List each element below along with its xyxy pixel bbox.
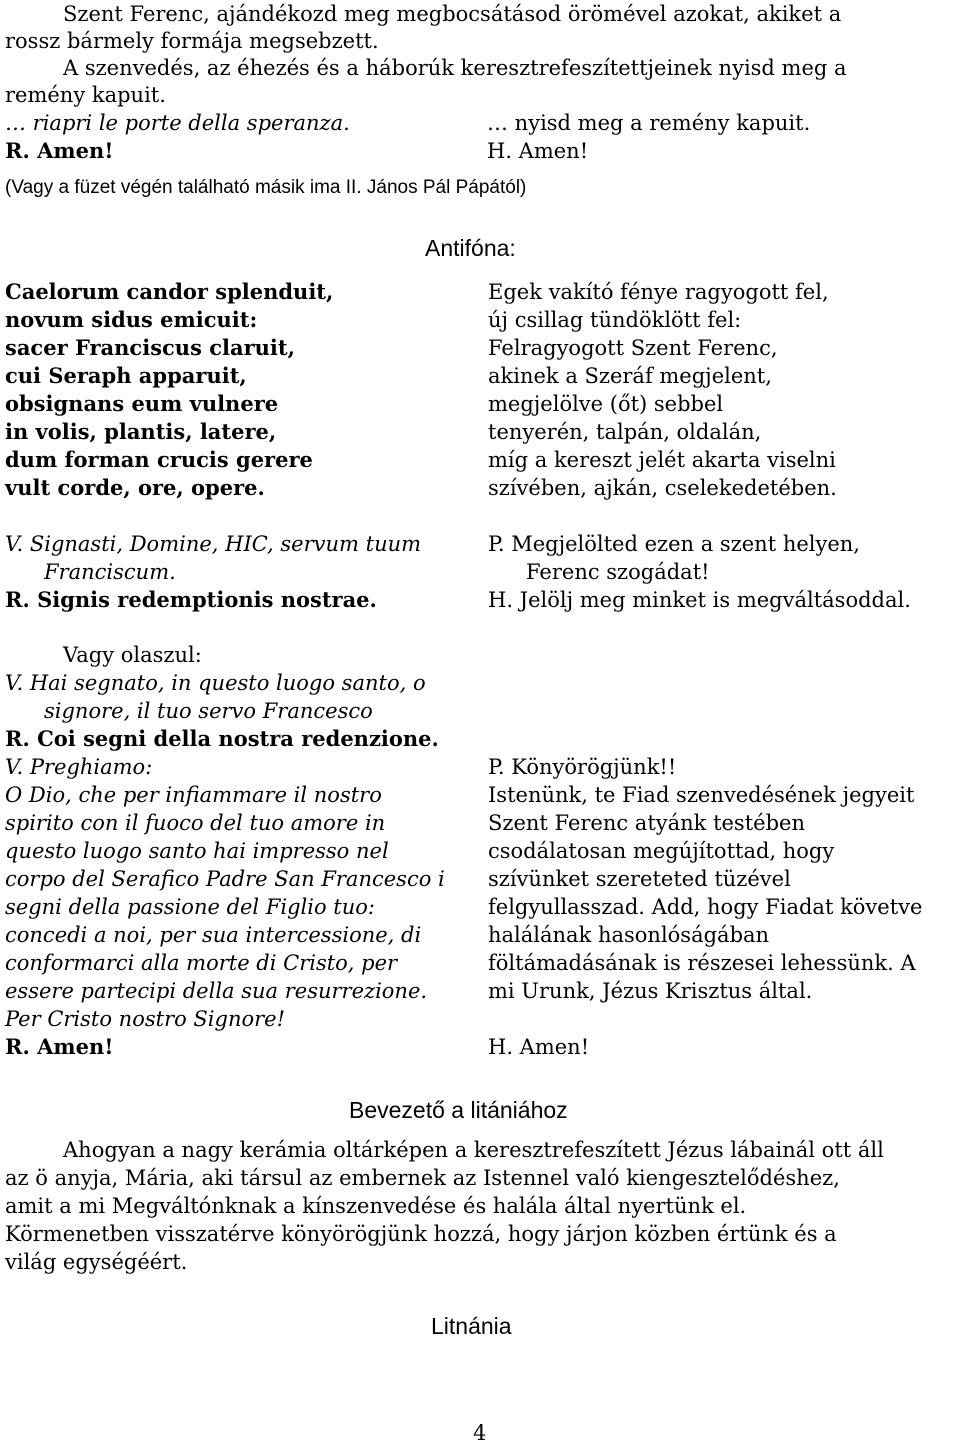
top-line-3: A szenvedés, az éhezés és a háborúk keresztrefeszítettjeinek nyisd meg a [63, 56, 847, 80]
hungarian-versicle-cont: Ferenc szogádat! [526, 560, 710, 584]
italian-prayer-line: concedi a noi, per sua intercessione, di [5, 923, 422, 947]
latin-hymn-line: cui Seraph apparuit, [5, 363, 247, 388]
top-line-2: rossz bármely formája megsebzett. [5, 29, 379, 53]
italian-prayer-line: Per Cristo nostro Signore! [5, 1007, 286, 1031]
latin-versicle-cont: Franciscum. [44, 560, 176, 584]
italian-versicle: V. Hai segnato, in questo luogo santo, o [5, 671, 426, 695]
litany-intro-title: Bevezető a litániához [349, 1097, 568, 1123]
italian-prayer-line: corpo del Serafico Padre San Francesco i [5, 867, 445, 891]
hungarian-prayer-line: föltámadásának is részesei lehessünk. A [488, 951, 916, 975]
litany-intro-line: Körmenetben visszatérve könyörögjünk hozzá, hogy járjon közben értünk és a [5, 1222, 837, 1246]
litany-intro-line: világ egységéért. [5, 1250, 188, 1274]
latin-versicle: V. Signasti, Domine, HIC, servum tuum [5, 532, 422, 556]
hungarian-versicle: P. Megjelölted ezen a szent helyen, [488, 532, 860, 556]
hungarian-prayer-line: csodálatosan megújítottad, hogy [488, 839, 835, 863]
nyisd-line: … nyisd meg a remény kapuit. [487, 111, 811, 135]
latin-hymn-line: sacer Franciscus claruit, [5, 335, 295, 360]
hungarian-prayer-line: Istenünk, te Fiad szenvedésének jegyeit [488, 783, 915, 807]
hungarian-response: H. Jelölj meg minket is megváltásoddal. [488, 588, 911, 612]
latin-hymn-line: Caelorum candor splenduit, [5, 279, 334, 304]
hungarian-prayer-line: mi Urunk, Jézus Krisztus által. [488, 979, 813, 1003]
riapri-line: … riapri le porte della speranza. [5, 111, 350, 135]
italian-prayer-line: segni della passione del Figlio tuo: [5, 895, 375, 919]
hungarian-hymn-line: Egek vakító fénye ragyogott fel, [488, 280, 829, 304]
italian-prayer-line: O Dio, che per infiammare il nostro [5, 783, 382, 807]
litany-intro-line: Ahogyan a nagy kerámia oltárképen a keresztrefeszített Jézus lábainál ott áll [63, 1138, 884, 1162]
litany-intro-line: az ö anyja, Mária, aki társul az embernek az Istennel való kiengesztelődéshez, [5, 1166, 840, 1190]
italian-intro: Vagy olaszul: [63, 643, 202, 667]
italian-response: R. Coi segni della nostra redenzione. [5, 726, 439, 751]
italian-prayer-line: spirito con il fuoco del tuo amore in [5, 811, 386, 835]
italian-prayer-line: questo luogo santo hai impresso nel [5, 839, 389, 863]
italian-amen: R. Amen! [5, 1034, 114, 1059]
alternative-prayer-note: (Vagy a füzet végén található másik ima II. János Pál Pápától) [5, 177, 527, 198]
h-amen-top: H. Amen! [487, 139, 589, 163]
hungarian-amen: H. Amen! [488, 1035, 590, 1059]
hungarian-prayer-line: szívünket szereteted tüzével [488, 867, 791, 891]
hungarian-prayer-line: Szent Ferenc atyánk testében [488, 811, 805, 835]
top-line-4: remény kapuit. [5, 83, 166, 107]
r-amen-top: R. Amen! [5, 138, 114, 163]
latin-hymn-line: dum forman crucis gerere [5, 447, 313, 472]
litany-intro-line: amit a mi Megváltónknak a kínszenvedése és halála által nyertünk el. [5, 1194, 747, 1218]
hungarian-hymn-line: megjelölve (őt) sebbel [488, 392, 724, 416]
hungarian-hymn-line: szívében, ajkán, cselekedetében. [488, 476, 837, 500]
hungarian-prayer-title: P. Könyörögjünk!! [488, 755, 677, 779]
latin-hymn-line: vult corde, ore, opere. [5, 475, 265, 500]
italian-prayer-line: essere partecipi della sua resurrezione. [5, 979, 428, 1003]
hungarian-hymn-line: Felragyogott Szent Ferenc, [488, 336, 778, 360]
hungarian-prayer-line: halálának hasonlóságában [488, 923, 770, 947]
latin-hymn-line: in volis, plantis, latere, [5, 419, 277, 444]
latin-response: R. Signis redemptionis nostrae. [5, 587, 377, 612]
hungarian-hymn-line: míg a kereszt jelét akarta viselni [488, 448, 836, 472]
hungarian-hymn-line: tenyerén, talpán, oldalán, [488, 420, 762, 444]
hungarian-prayer-line: felgyullasszad. Add, hogy Fiadat követve [488, 895, 923, 919]
top-line-1: Szent Ferenc, ajándékozd meg megbocsátásod örömével azokat, akiket a [63, 2, 842, 26]
italian-versicle-cont: signore, il tuo servo Francesco [44, 699, 373, 723]
latin-hymn-line: obsignans eum vulnere [5, 391, 279, 416]
antifona-title: Antifóna: [425, 235, 516, 261]
litania-title: Litnánia [431, 1313, 512, 1339]
hungarian-hymn-line: új csillag tündöklött fel: [488, 308, 742, 332]
hungarian-hymn-line: akinek a Szeráf megjelent, [488, 364, 772, 388]
latin-hymn-line: novum sidus emicuit: [5, 307, 258, 332]
page-number: 4 [473, 1421, 487, 1445]
italian-preghiamo: V. Preghiamo: [5, 755, 153, 779]
italian-prayer-line: conformarci alla morte di Cristo, per [5, 951, 398, 975]
